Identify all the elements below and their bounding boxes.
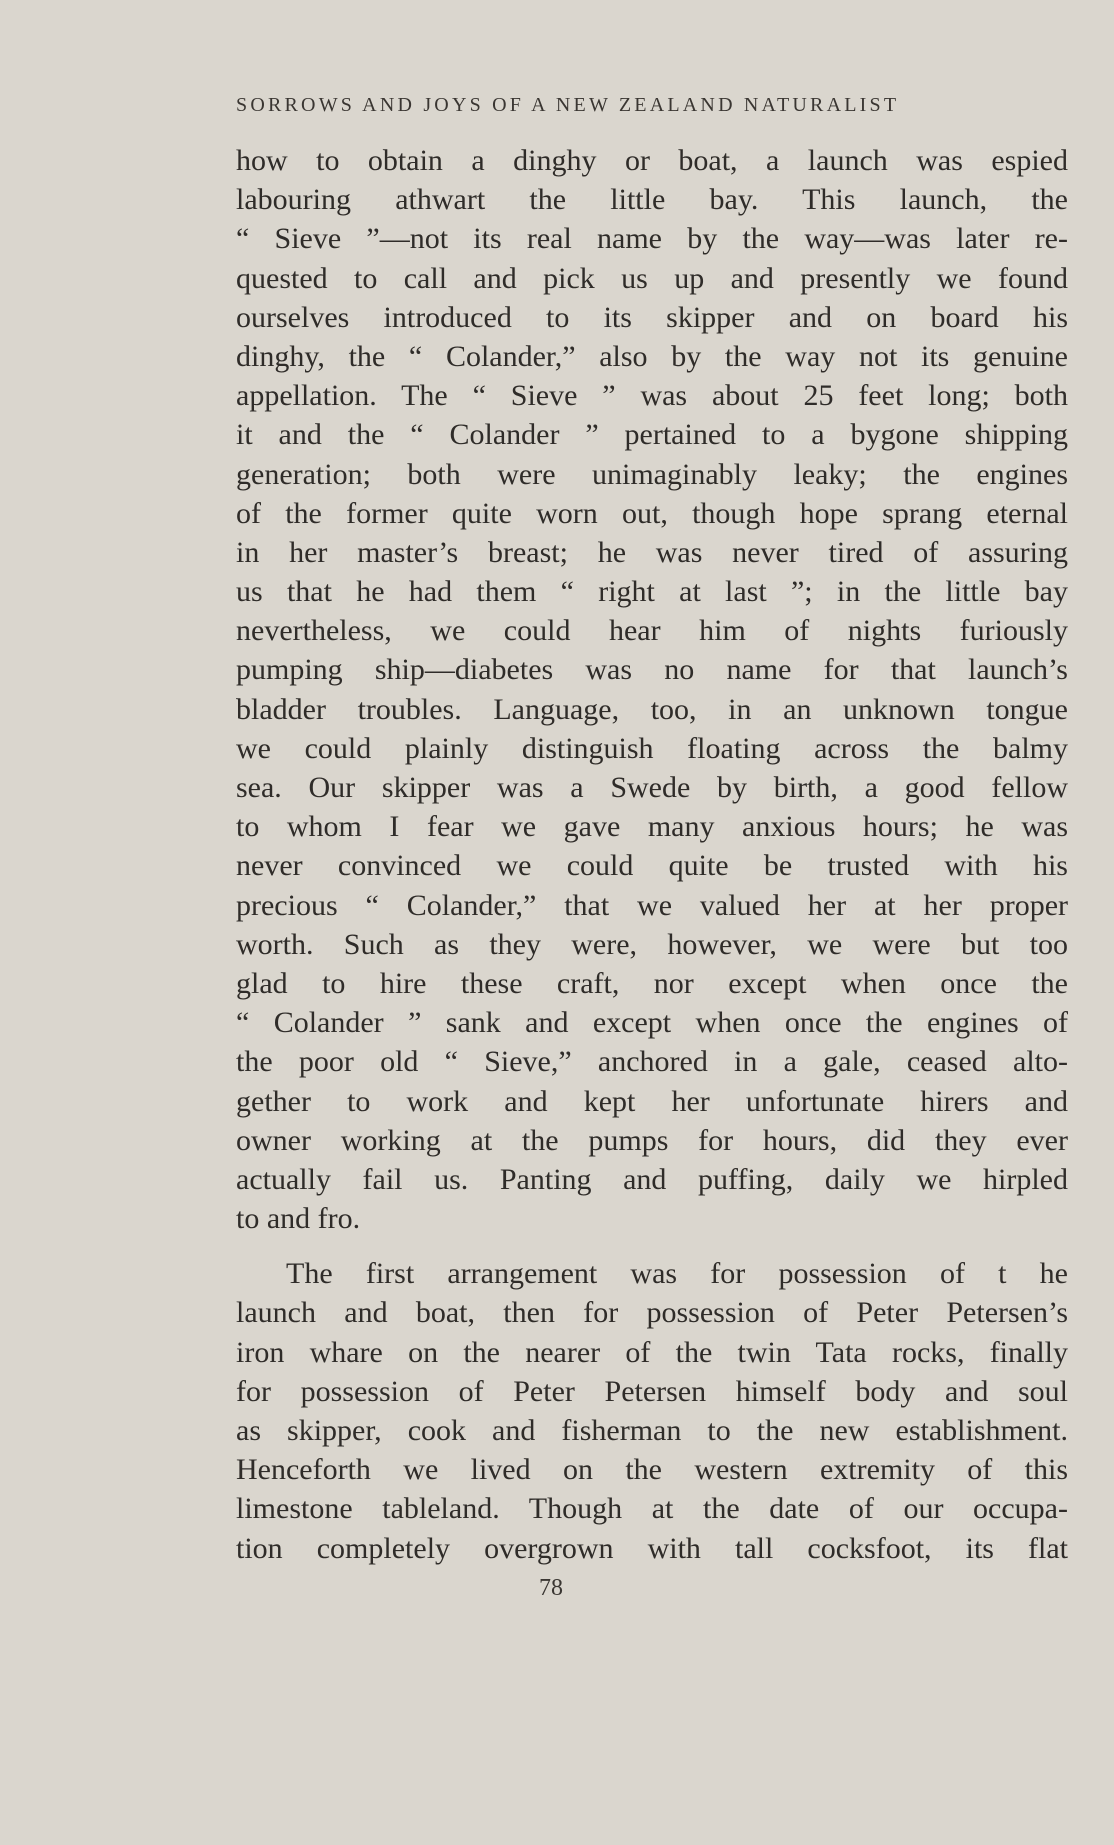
text-line: in her master’s breast; he was never tired of assuring — [236, 535, 1068, 569]
page-number: 78 — [539, 1575, 563, 1601]
paragraph-gap — [236, 1238, 1068, 1254]
text-line: labouring athwart the little bay. This launch, the — [236, 183, 1068, 217]
text-line: “ Colander ” sank and except when once the engines of — [236, 1006, 1068, 1040]
text-line: bladder troubles. Language, too, in an unknown tongue — [236, 692, 1068, 726]
text-line: “ Sieve ”—not its real name by the way—was later re- — [236, 222, 1068, 256]
text-line: quested to call and pick us up and presently we found — [236, 261, 1068, 295]
text-line: limestone tableland. Though at the date of our occupa- — [236, 1492, 1068, 1526]
text-line: never convinced we could quite be trusted with his — [236, 849, 1068, 883]
text-line: as skipper, cook and fisherman to the new establishment. — [236, 1414, 1068, 1447]
text-line: sea. Our skipper was a Swede by birth, a good fellow — [236, 771, 1068, 804]
running-head: SORROWS AND JOYS OF A NEW ZEALAND NATURALIST — [236, 94, 900, 116]
text-line: nevertheless, we could hear him of nights furiously — [236, 614, 1068, 648]
text-line: gether to work and kept her unfortunate hirers and — [236, 1084, 1068, 1118]
text-line: pumping ship—diabetes was no name for that launch’s — [236, 653, 1068, 687]
text-line: worth. Such as they were, however, we were but too — [236, 927, 1068, 961]
text-line: precious “ Colander,” that we valued her at her proper — [236, 888, 1068, 922]
text-line: appellation. The “ Sieve ” was about 25 feet long; both — [236, 379, 1068, 413]
paragraph — [236, 141, 1068, 1238]
text-line: it and the “ Colander ” pertained to a bygone shipping — [236, 418, 1068, 452]
text-line: of the former quite worn out, though hope sprang eternal — [236, 496, 1068, 530]
text-line: owner working at the pumps for hours, did they ever — [236, 1123, 1068, 1157]
paragraph — [236, 1254, 1068, 1568]
text-line: dinghy, the “ Colander,” also by the way not its genuine — [236, 339, 1068, 373]
text-line: actually fail us. Panting and puffing, daily we hirpled — [236, 1162, 1068, 1196]
text-line: glad to hire these craft, nor except when once the — [236, 966, 1068, 1000]
body-text — [236, 141, 1068, 1568]
text-line: generation; both were unimaginably leaky; the engines — [236, 457, 1068, 491]
text-line: we could plainly distinguish floating across the balmy — [236, 731, 1068, 765]
text-line: Henceforth we lived on the western extremity of this — [236, 1453, 1068, 1487]
text-line: tion completely overgrown with tall cocksfoot, its flat — [236, 1531, 1068, 1565]
text-line: to and fro. — [236, 1202, 361, 1236]
text-line: The first arrangement was for possession of t he — [286, 1257, 1068, 1291]
text-line: us that he had them “ right at last ”; in the little bay — [236, 575, 1068, 609]
text-line: ourselves introduced to its skipper and on board his — [236, 300, 1068, 334]
text-line: the poor old “ Sieve,” anchored in a gale, ceased alto- — [236, 1045, 1068, 1079]
text-line: launch and boat, then for possession of Peter Petersen’s — [236, 1296, 1068, 1330]
text-line: how to obtain a dinghy or boat, a launch was espied — [236, 144, 1068, 177]
text-line: for possession of Peter Petersen himself body and soul — [236, 1374, 1068, 1408]
text-line: to whom I fear we gave many anxious hours; he was — [236, 810, 1068, 844]
text-line: iron whare on the nearer of the twin Tata rocks, finally — [236, 1335, 1068, 1369]
